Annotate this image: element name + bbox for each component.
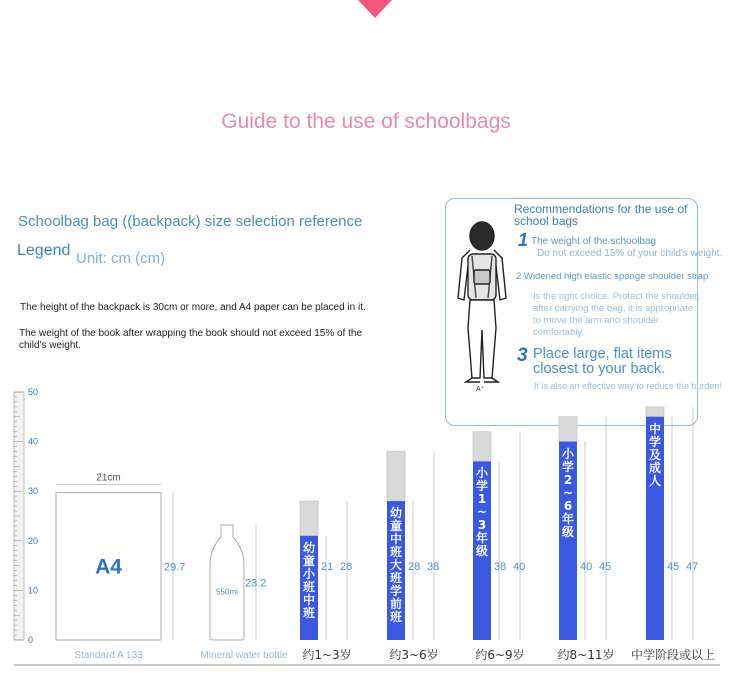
bag-extra-3 (473, 432, 491, 462)
a4-height-label: 29.7 (164, 561, 186, 574)
item-3-number: 3 (517, 345, 528, 366)
y-tick-label: 20 (28, 535, 39, 546)
recommendations-title: Recommendations for the use of school bags (514, 202, 688, 228)
item-3-heading: Place large, flat items closest to your back. (533, 346, 672, 377)
a4-width-label: 21cm (96, 472, 121, 484)
bag-min-label: 45 (667, 561, 680, 573)
reference-heading: Schoolbag bag ((backpack) size selection reference (18, 213, 363, 230)
bag-min-label: 38 (494, 561, 507, 573)
bag-age-label: 中学阶段或以上 (630, 648, 716, 662)
weight-note: The weight of the book after wrapping the book should not exceed 15% of the child's weight. (19, 328, 363, 351)
y-tick-label: 30 (28, 486, 39, 497)
bag-extra-1 (300, 501, 318, 536)
a4-text: A4 (95, 555, 122, 579)
page-title: Guide to the use of schoolbags (221, 110, 511, 133)
bag-min-label: 28 (408, 561, 421, 573)
bag-label-4: 小 学 2 ~ 6 年 级 (561, 446, 574, 539)
bag-extra-5 (646, 407, 664, 417)
item-1-detail: Do not exceed 15% of your child's weight. (537, 248, 723, 259)
unit-label: Unit: cm (cm) (76, 250, 166, 267)
bag-extra-2 (387, 452, 405, 502)
bag-extra-4 (559, 417, 577, 442)
bag-max-label: 28 (340, 561, 353, 573)
item-1-number: 1 (518, 230, 529, 250)
bag-min-label: 40 (580, 561, 593, 573)
y-tick-label: 10 (28, 585, 39, 596)
bag-max-label: 45 (599, 561, 612, 573)
child-backpack-illustration (452, 218, 512, 386)
bag-label-2: 幼 童 中 班 大 班 学 前 班 (389, 506, 402, 625)
bag-max-label: 38 (427, 561, 440, 573)
y-tick-label: 50 (28, 387, 39, 397)
size-note: The height of the backpack is 30cm or more, and A4 paper can be placed in it. (20, 302, 366, 313)
item-2-heading: 2 Widened high elastic sponge shoulder strap (516, 271, 709, 282)
item-1-heading: The weight of the schoolbag (531, 236, 657, 247)
bag-max-label: 47 (686, 561, 699, 573)
bag-label-3: 小 学 1 ~ 3 年 级 (475, 466, 488, 559)
a4-caption: Standard A 133 (74, 650, 143, 661)
bag-max-label: 40 (513, 561, 526, 573)
item-3-detail: It is also an effective way to reduce the burden! (534, 381, 722, 391)
legend-label: Legend (17, 242, 71, 259)
water-bottle (210, 525, 244, 640)
y-tick-label: 40 (28, 436, 39, 447)
bag-min-label: 21 (321, 561, 334, 573)
figure-label: A⁺ (476, 386, 485, 393)
item-2-detail: Is the right choice. Protect the shoulder, after carrying the bag, it is appropriate to move the arm and shoulder comfortably. (533, 291, 700, 338)
y-tick-label: 0 (28, 635, 34, 645)
heart-icon (355, 0, 395, 20)
bag-label-5: 中 学 及 成 人 (648, 421, 661, 488)
bottle-height-label: 23.2 (245, 577, 267, 590)
bottle-volume: 550ml (216, 587, 238, 597)
bag-age-label: 约1~3岁 (302, 648, 352, 662)
bag-age-label: 约8~11岁 (557, 648, 615, 662)
bag-label-1: 幼 童 小 班 中 班 (302, 540, 315, 620)
bag-age-label: 约3~6岁 (389, 648, 439, 662)
size-chart (0, 380, 750, 670)
bottle-caption: Mineral water bottle (200, 650, 288, 661)
bag-age-label: 约6~9岁 (475, 648, 525, 662)
